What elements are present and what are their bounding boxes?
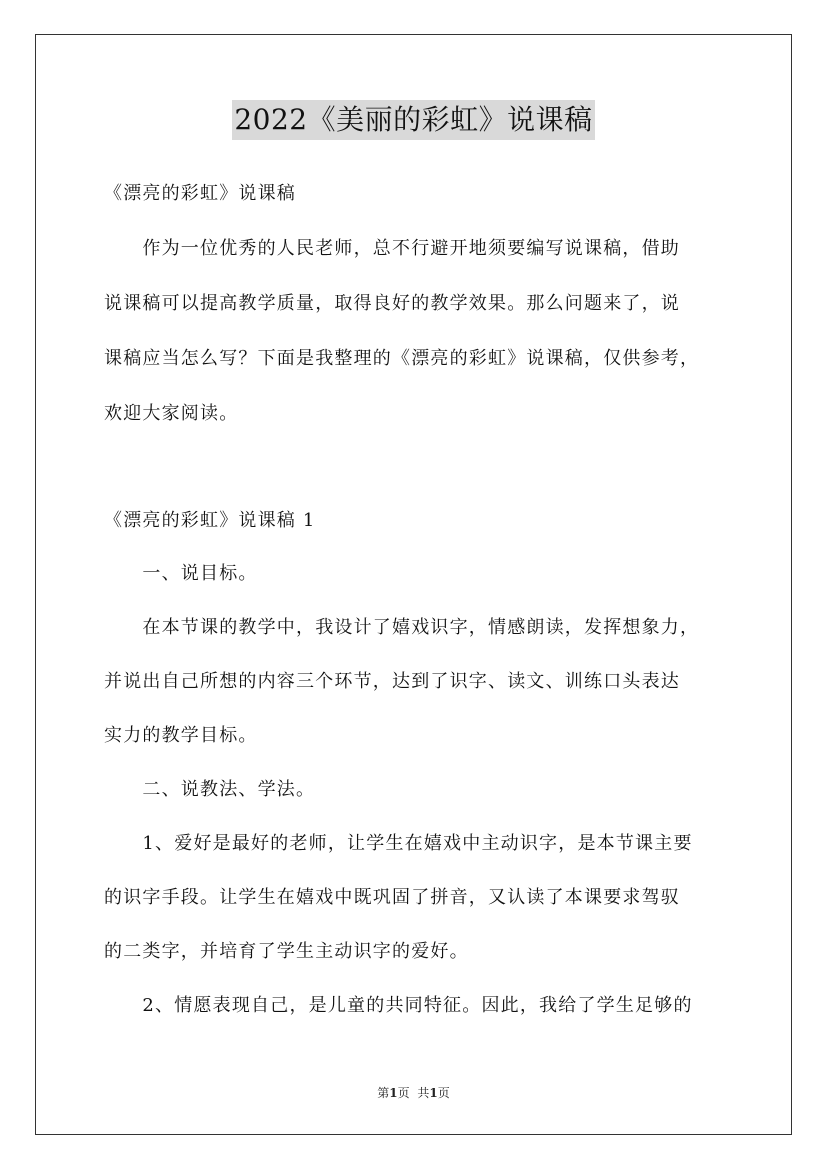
body-text [104, 547, 744, 1033]
document-title: 2022《美丽的彩虹》说课稿 [232, 100, 594, 140]
intro-line: 作为一位优秀的人民老师，总不行避开地须要编写说课稿，借助 [104, 238, 680, 259]
page-number: 1 [389, 1086, 398, 1100]
page-prefix: 第 [377, 1086, 390, 1100]
body-line: 的识字手段。让学生在嬉戏中既巩固了拼音，又认读了本课要求驾驭 [104, 887, 680, 908]
document-subtitle: 《漂亮的彩虹》说课稿 [104, 183, 296, 204]
body-line: 实力的教学目标。 [104, 725, 258, 746]
title-container [0, 100, 827, 140]
intro-line: 欢迎大家阅读。 [104, 403, 239, 424]
body-line: 一、说目标。 [104, 563, 258, 584]
body-line: 在本节课的教学中，我设计了嬉戏识字，情感朗读，发挥想象力， [104, 617, 700, 638]
section-heading: 《漂亮的彩虹》说课稿 1 [104, 510, 316, 531]
page-suffix: 页 [397, 1086, 410, 1100]
page-footer [0, 1084, 827, 1101]
intro-paragraph [104, 221, 744, 441]
body-line: 2、情愿表现自己，是儿童的共同特征。因此，我给了学生足够的 [104, 995, 693, 1016]
intro-line: 课稿应当怎么写？下面是我整理的《漂亮的彩虹》说课稿，仅供参考， [104, 348, 700, 369]
body-line: 的二类字，并培育了学生主动识字的爱好。 [104, 941, 469, 962]
body-line: 并说出自己所想的内容三个环节，达到了识字、读文、训练口头表达 [104, 671, 680, 692]
total-pages: 1 [429, 1086, 438, 1100]
body-line: 1、爱好是最好的老师，让学生在嬉戏中主动识字，是本节课主要 [104, 833, 693, 854]
total-suffix: 页 [437, 1086, 450, 1100]
body-line: 二、说教法、学法。 [104, 779, 316, 800]
total-prefix: 共 [417, 1086, 430, 1100]
intro-line: 说课稿可以提高教学质量，取得良好的教学效果。那么问题来了，说 [104, 293, 680, 314]
